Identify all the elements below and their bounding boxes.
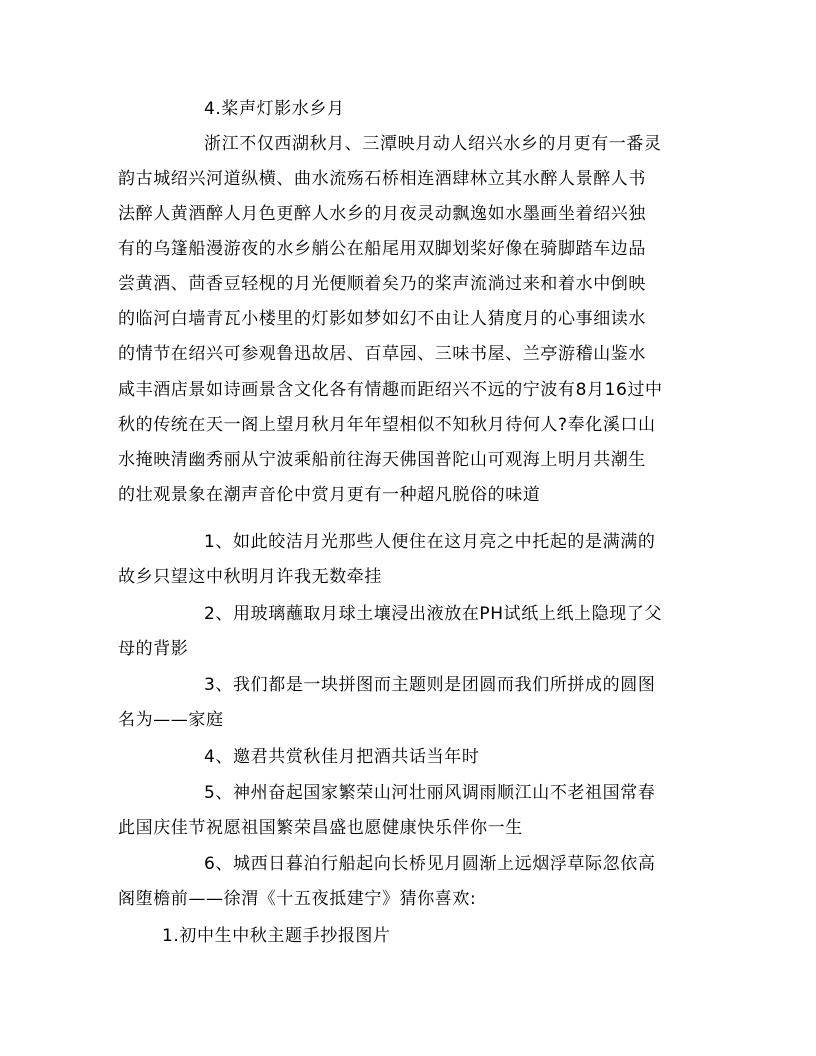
paragraph-line: 的情节在绍兴可参观鲁迅故居、百草园、三味书屋、兰亭游稽山鉴水 <box>118 344 646 364</box>
list-item: 4、邀君共赏秋佳月把酒共话当年时 <box>204 747 480 767</box>
list-item: 6、城西日暮泊行船起向长桥见月圆渐上远烟浮草际忽依高 <box>204 854 656 874</box>
paragraph-line: 的临河白墙青瓦小楼里的灯影如梦如幻不由让人猜度月的心事细读水 <box>118 309 646 329</box>
paragraph-line: 水掩映清幽秀丽从宁波乘船前往海天佛国普陀山可观海上明月共潮生 <box>118 450 646 470</box>
paragraph-line: 浙江不仅西湖秋月、三潭映月动人绍兴水乡的月更有一番灵 <box>204 134 662 154</box>
list-item: 2、用玻璃蘸取月球土壤浸出液放在PH试纸上纸上隐现了父 <box>204 604 663 624</box>
list-item-continuation: 此国庆佳节祝愿祖国繁荣昌盛也愿健康快乐伴你一生 <box>118 818 523 838</box>
paragraph-line: 尝黄酒、茴香豆轻枧的月光便顺着矣乃的桨声流淌过来和着水中倒映 <box>118 274 646 294</box>
list-item-continuation: 母的背影 <box>118 639 189 659</box>
list-item-continuation: 故乡只望这中秋明月许我无数牵挂 <box>118 567 382 587</box>
list-item: 1、如此皎洁月光那些人便住在这月亮之中托起的是满满的 <box>204 532 656 552</box>
paragraph-line: 有的乌篷船漫游夜的水乡艄公在船尾用双脚划桨好像在骑脚踏车边品 <box>118 239 646 259</box>
list-item-continuation: 阁堕檐前——徐渭《十五夜抵建宁》猜你喜欢: <box>118 889 477 909</box>
list-title: 1.初中生中秋主题手抄报图片 <box>162 926 391 946</box>
list-item: 3、我们都是一块拼图而主题则是团圆而我们所拼成的圆图 <box>204 675 656 695</box>
paragraph-line: 的壮观景象在潮声音伦中赏月更有一种超凡脱俗的味道 <box>118 485 541 505</box>
section-heading: 4.桨声灯影水乡月 <box>204 99 345 119</box>
paragraph-line: 韵古城绍兴河道纵横、曲水流殇石桥相连酒肆林立其水醉人景醉人书 <box>118 169 646 189</box>
list-item: 5、神州奋起国家繁荣山河壮丽风调雨顺江山不老祖国常春 <box>204 783 656 803</box>
paragraph-line: 秋的传统在天一阁上望月秋月年年望相似不知秋月待何人?奉化溪口山 <box>118 415 656 435</box>
paragraph-line: 咸丰酒店景如诗画景含文化各有情趣而距绍兴不远的宁波有8月16过中 <box>118 380 663 400</box>
list-item-continuation: 名为——家庭 <box>118 710 224 730</box>
paragraph-line: 法醉人黄酒醉人月色更醉人水乡的月夜灵动飘逸如水墨画坐着绍兴独 <box>118 204 646 224</box>
